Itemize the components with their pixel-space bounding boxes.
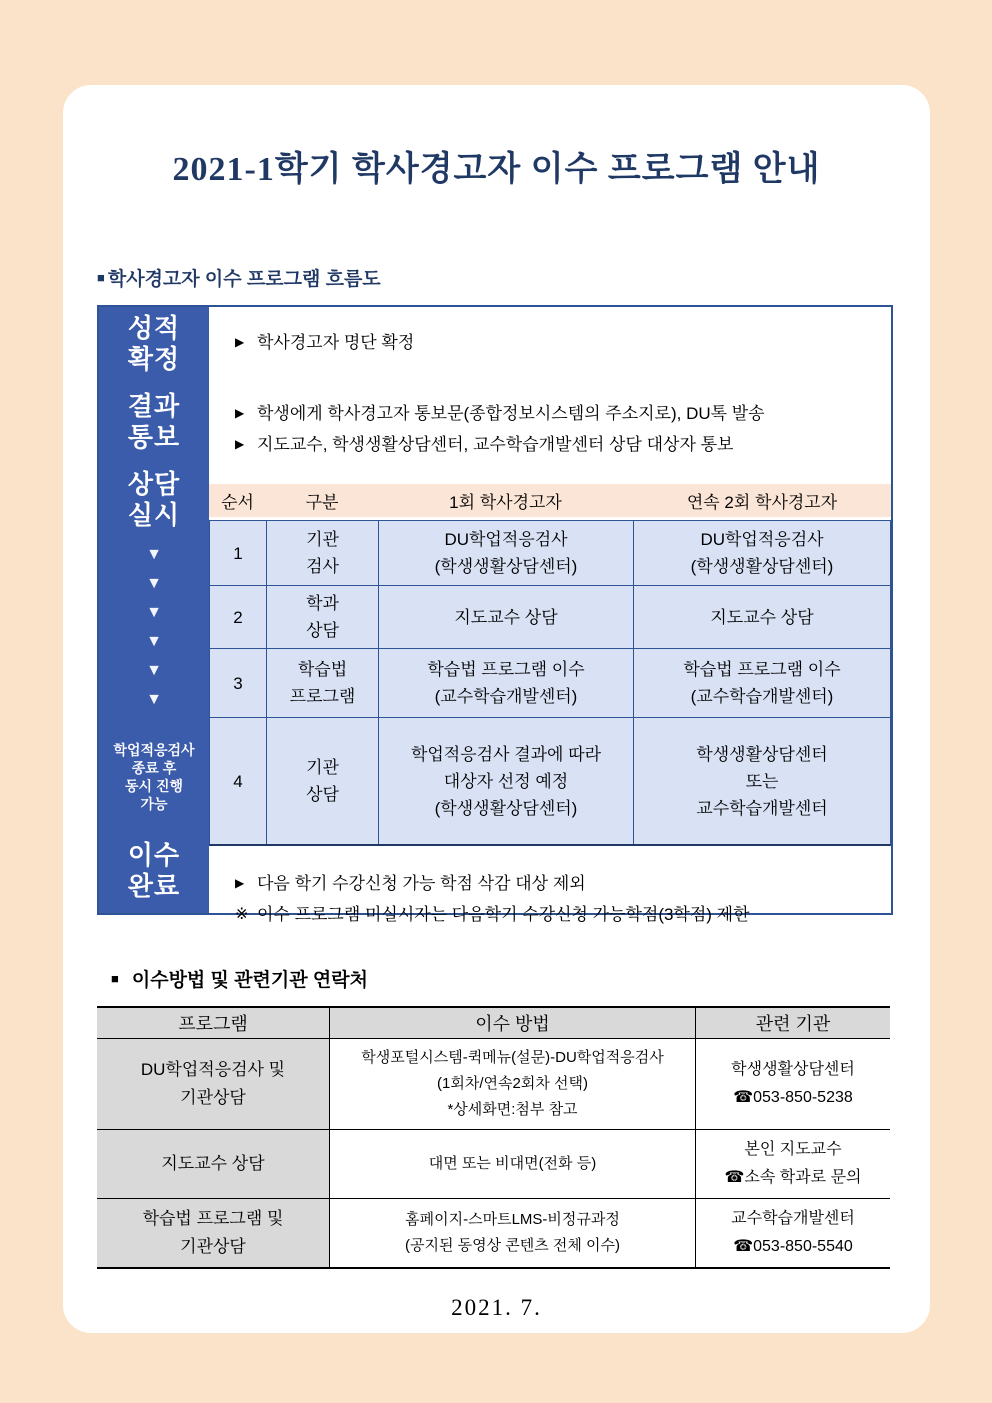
sidebar-note-line: 학업적응검사 <box>113 742 195 758</box>
contact-section-heading <box>111 965 930 992</box>
cell-line: 지도교수 상담 <box>710 607 814 627</box>
cell-order: 4 <box>210 718 267 844</box>
bullet-line <box>235 327 891 358</box>
cell-line: (교수학습개발센터) <box>434 687 578 706</box>
flow-sidebar <box>99 307 209 913</box>
bullet-text: 이수 프로그램 미실시자는 다음학기 수강신청 가능학점(3학점) 제한 <box>257 905 750 924</box>
contact-section-heading-label: 이수방법 및 관련기관 연락처 <box>131 970 368 991</box>
contact-table <box>97 1006 890 1269</box>
cell-line: 학생생활상담센터 <box>696 744 828 764</box>
down-arrow-icon: ▼ <box>146 633 162 650</box>
counseling-table-header-row <box>209 484 891 517</box>
sidebar-note-line: 종료 후 <box>131 760 177 776</box>
cell-category <box>267 521 379 585</box>
cell-line: 학습법 프로그램 이수 <box>427 660 585 679</box>
flow-content <box>209 307 891 924</box>
stage-label-line: 성적 <box>127 313 181 343</box>
cell-second-warning <box>634 586 890 648</box>
stage-label-line: 상담 <box>127 469 181 499</box>
cell-line: 대상자 선정 예정 <box>443 771 569 791</box>
header-cell-first-warning: 1회 학사경고자 <box>449 493 562 512</box>
square-bullet-icon: ■ <box>97 270 105 285</box>
triangle-bullet-icon: ▶ <box>235 876 245 890</box>
cell-line: (공지된 동영상 콘텐츠 전체 이수) <box>404 1237 621 1254</box>
stage-counseling <box>99 469 209 531</box>
cell-program <box>97 1130 330 1198</box>
header-cell-method: 이수 방법 <box>330 1008 696 1038</box>
cell-second-warning <box>634 521 890 585</box>
down-arrow-icon: ▼ <box>146 662 162 679</box>
stage-completion <box>99 840 209 902</box>
sidebar-note <box>99 741 209 813</box>
cell-line: 홈페이지-스마트LMS-비정규과정 <box>405 1211 620 1228</box>
cell-line: 기관상담 <box>180 1237 246 1256</box>
cell-line: 상담 <box>306 621 339 640</box>
stage-label-line: 통보 <box>127 422 181 452</box>
cell-line: 학습법 <box>297 660 348 679</box>
down-arrow-icon: ▼ <box>146 546 162 563</box>
cell-category <box>267 718 379 844</box>
cell-line: (학생생활상담센터) <box>434 557 578 576</box>
cell-line: 교수학습개발센터 <box>731 1210 855 1227</box>
stage-label-line: 이수 <box>127 840 181 870</box>
sidebar-note-line: 동시 진행 <box>125 778 183 794</box>
cell-line-phone: ☎소속 학과로 문의 <box>724 1169 862 1186</box>
table-row <box>209 718 891 846</box>
notify-bullets <box>235 398 891 460</box>
cell-line: 기관 <box>306 758 339 777</box>
stage-label-line: 결과 <box>127 391 181 421</box>
stage-label-line: 확정 <box>127 344 181 374</box>
cell-category <box>267 586 379 648</box>
flow-section-heading <box>97 264 930 291</box>
square-bullet-icon: ■ <box>111 971 119 986</box>
bullet-text: 다음 학기 수강신청 가능 학점 삭감 대상 제외 <box>257 874 586 893</box>
header-cell-category: 구분 <box>305 493 339 512</box>
flow-section-heading-label: 학사경고자 이수 프로그램 흐름도 <box>107 269 381 290</box>
table-row <box>209 649 891 718</box>
cell-organization <box>696 1130 890 1198</box>
table-row <box>209 520 891 586</box>
cell-line: DU학업적응검사 <box>700 530 824 549</box>
cell-program <box>97 1199 330 1267</box>
stage-grade-confirmation <box>99 313 209 375</box>
cell-organization <box>696 1039 890 1129</box>
cell-second-warning <box>634 649 890 717</box>
cell-line: *상세화면:첨부 참고 <box>447 1101 578 1118</box>
bullet-text: 학생에게 학사경고자 통보문(종합정보시스템의 주소지로), DU톡 발송 <box>257 404 765 423</box>
cell-line-phone: ☎053-850-5540 <box>733 1238 853 1255</box>
cell-line: 검사 <box>306 557 339 576</box>
cell-line: 기관 <box>306 530 339 549</box>
cell-first-warning <box>379 718 634 844</box>
completion-bullets <box>235 868 891 930</box>
cell-category <box>267 649 379 717</box>
footer-date: 2021. 7. <box>451 1295 542 1320</box>
header-cell-second-warning: 연속 2회 학사경고자 <box>686 493 838 512</box>
bullet-line <box>235 429 891 460</box>
cell-method <box>330 1199 696 1267</box>
stage-label-line: 완료 <box>127 871 181 901</box>
triangle-bullet-icon: ▶ <box>235 335 245 349</box>
table-row <box>97 1130 890 1199</box>
cell-first-warning <box>379 586 634 648</box>
cell-first-warning <box>379 649 634 717</box>
cell-line: 학습법 프로그램 이수 <box>683 660 841 679</box>
bullet-line <box>235 899 891 930</box>
cell-program <box>97 1039 330 1129</box>
table-row <box>97 1199 890 1269</box>
cell-line: 대면 또는 비대면(전화 등) <box>428 1155 597 1172</box>
cell-line: (학생생활상담센터) <box>690 557 834 576</box>
cell-line: (학생생활상담센터) <box>434 798 578 818</box>
table-row <box>209 586 891 649</box>
cell-second-warning <box>634 718 890 844</box>
cell-line: 학습법 프로그램 및 <box>142 1209 284 1228</box>
cell-line: 기관상담 <box>180 1088 246 1107</box>
bullet-text: 학사경고자 명단 확정 <box>257 333 415 352</box>
cell-line: 학생생활상담센터 <box>731 1061 855 1078</box>
cell-line: 본인 지도교수 <box>744 1141 842 1158</box>
bullet-line <box>235 868 891 899</box>
reference-mark-icon: ※ <box>235 906 249 923</box>
cell-line: 학과 <box>306 594 339 613</box>
header-cell-order: 순서 <box>221 493 254 512</box>
table-row <box>97 1039 890 1130</box>
cell-line: 교수학습개발센터 <box>696 798 828 818</box>
cell-method <box>330 1130 696 1198</box>
triangle-bullet-icon: ▶ <box>235 437 245 451</box>
sidebar-note-line: 가능 <box>140 796 168 812</box>
counseling-table <box>209 484 891 846</box>
cell-line: 학생포털시스템-퀵메뉴(설문)-DU학업적응검사 <box>361 1049 664 1066</box>
cell-line: (1회차/연속2회차 선택) <box>437 1075 588 1092</box>
cell-first-warning <box>379 521 634 585</box>
header-cell-organization: 관련 기관 <box>755 1014 831 1034</box>
down-arrow-icon: ▼ <box>146 575 162 592</box>
cell-line: 상담 <box>306 785 339 804</box>
cell-method <box>330 1039 696 1129</box>
down-arrow-icon: ▼ <box>146 691 162 708</box>
cell-order: 2 <box>210 586 267 648</box>
cell-line: 프로그램 <box>289 687 356 706</box>
down-arrow-icon: ▼ <box>146 604 162 621</box>
contact-table-header-row <box>97 1006 890 1039</box>
cell-line: DU학업적응검사 <box>444 530 568 549</box>
cell-line: (교수학습개발센터) <box>690 687 834 706</box>
triangle-bullet-icon: ▶ <box>235 406 245 420</box>
cell-line: 또는 <box>745 771 779 791</box>
cell-organization <box>696 1199 890 1267</box>
cell-line-phone: ☎053-850-5238 <box>733 1089 853 1106</box>
cell-order: 3 <box>210 649 267 717</box>
document-card <box>63 85 930 1333</box>
bullet-line <box>235 398 891 429</box>
confirm-bullets <box>235 327 891 358</box>
flow-arrows <box>99 540 209 714</box>
cell-line: DU학업적응검사 및 <box>140 1060 286 1079</box>
bullet-text: 지도교수, 학생생활상담센터, 교수학습개발센터 상담 대상자 통보 <box>257 435 734 454</box>
header-cell-program: 프로그램 <box>97 1008 330 1038</box>
stage-label-line: 실시 <box>127 500 181 530</box>
cell-order: 1 <box>210 521 267 585</box>
cell-line: 지도교수 상담 <box>161 1154 265 1173</box>
page-title: 2021-1학기 학사경고자 이수 프로그램 안내 <box>172 151 821 188</box>
cell-line: 지도교수 상담 <box>454 607 558 627</box>
flow-diagram <box>97 305 893 924</box>
stage-result-notification <box>99 391 209 453</box>
cell-line: 학업적응검사 결과에 따라 <box>410 744 602 764</box>
